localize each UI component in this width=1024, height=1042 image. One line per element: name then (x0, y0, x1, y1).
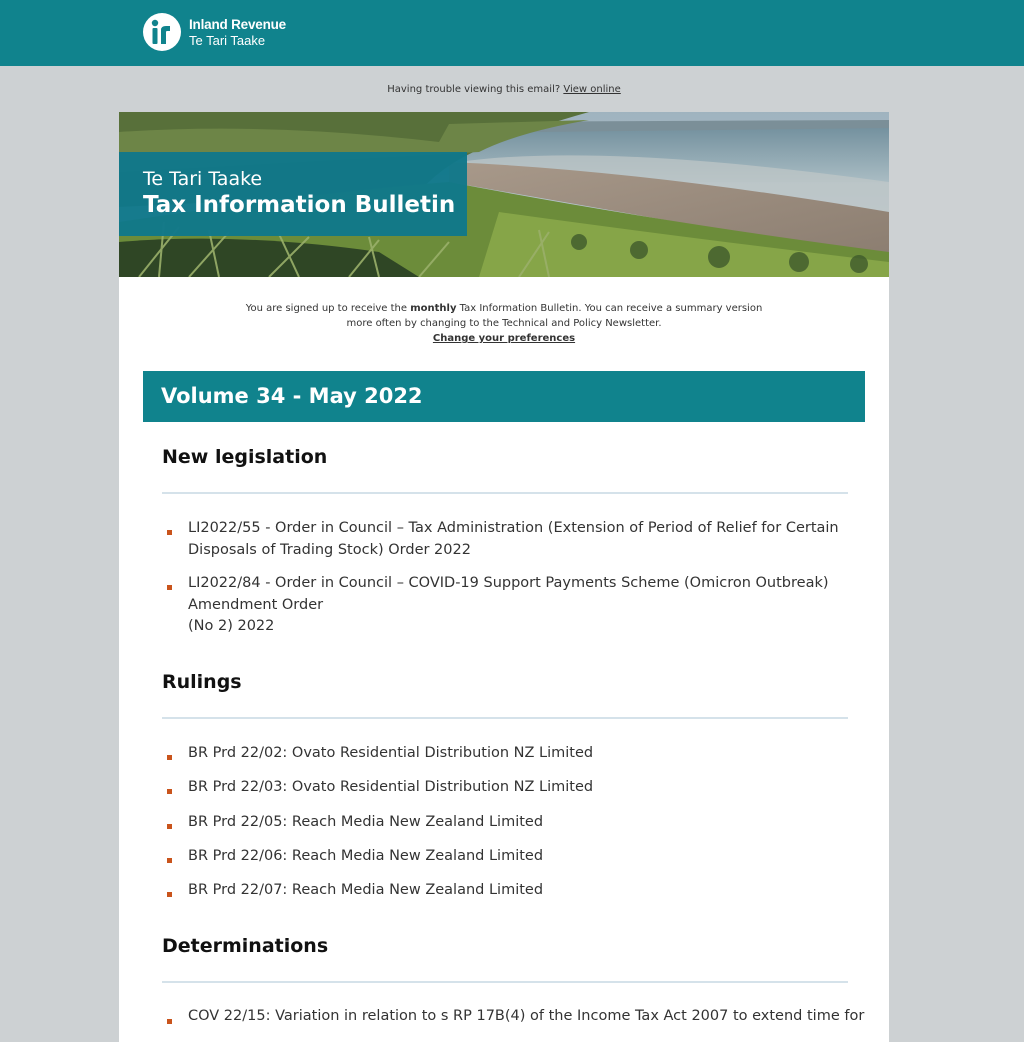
brand-name[interactable] (189, 17, 286, 49)
list-item[interactable] (188, 518, 848, 561)
list-item[interactable]: BR Prd 22/03: Ovato Residential Distribution NZ Limited (188, 779, 594, 795)
list-item-line: Disposals of Trading Stock) Order 2022 (188, 541, 471, 558)
bullet-icon (167, 789, 172, 794)
inland-revenue-logo-icon[interactable] (142, 12, 182, 52)
preheader-text: Having trouble viewing this email? (387, 84, 561, 95)
section-title-determinations: Determinations (162, 935, 329, 957)
list-item-line: LI2022/55 - Order in Council – Tax Administration (Extension of Period of Relief for Certain (188, 520, 839, 536)
hero-subtitle: Te Tari Taake (143, 168, 263, 190)
bullet-icon (167, 585, 172, 590)
intro-text-after: Tax Information Bulletin. You can receive a summary version more often by changing to the Technical and Policy Newsletter. (346, 303, 763, 329)
list-item-line: LI2022/84 - Order in Council – COVID-19 Support Payments Scheme (Omicron Outbreak) (188, 575, 829, 591)
brand-line-1: Inland Revenue (189, 17, 286, 32)
list-item-line: Amendment Order (188, 596, 324, 613)
intro-bold-frequency: monthly (410, 303, 457, 314)
list-item-line: (No 2) 2022 (188, 618, 275, 634)
list-item[interactable]: BR Prd 22/05: Reach Media New Zealand Limited (188, 814, 544, 830)
list-item[interactable] (188, 573, 848, 638)
list-item[interactable]: BR Prd 22/06: Reach Media New Zealand Limited (188, 848, 544, 864)
bullet-icon (167, 892, 172, 897)
list-item[interactable]: COV 22/15: Variation in relation to s RP 17B(4) of the Income Tax Act 2007 to extend time for (188, 1008, 865, 1024)
section-divider (162, 492, 848, 494)
bullet-icon (167, 530, 172, 535)
list-item[interactable]: BR Prd 22/02: Ovato Residential Distribution NZ Limited (188, 745, 594, 761)
section-title-new-legislation: New legislation (162, 446, 328, 468)
volume-banner (143, 371, 865, 422)
section-divider (162, 981, 848, 983)
preheader (0, 84, 1008, 95)
brand-line-2: Te Tari Taake (189, 33, 266, 48)
hero-banner (119, 112, 889, 277)
list-item[interactable]: BR Prd 22/07: Reach Media New Zealand Limited (188, 882, 544, 898)
subscription-notice (239, 301, 769, 331)
bullet-icon (167, 755, 172, 760)
change-preferences-link[interactable]: Change your preferences (432, 333, 576, 344)
volume-label: Volume 34 - May 2022 (161, 384, 423, 408)
header-bar (0, 0, 1024, 66)
bullet-icon (167, 858, 172, 863)
intro-text-before: You are signed up to receive the (245, 303, 411, 314)
view-online-link[interactable]: View online (563, 84, 621, 95)
bullet-icon (167, 824, 172, 829)
hero-title: Tax Information Bulletin (143, 192, 456, 218)
section-title-rulings: Rulings (162, 671, 242, 693)
bullet-icon (167, 1019, 172, 1024)
email-card (119, 112, 889, 1042)
section-divider (162, 717, 848, 719)
